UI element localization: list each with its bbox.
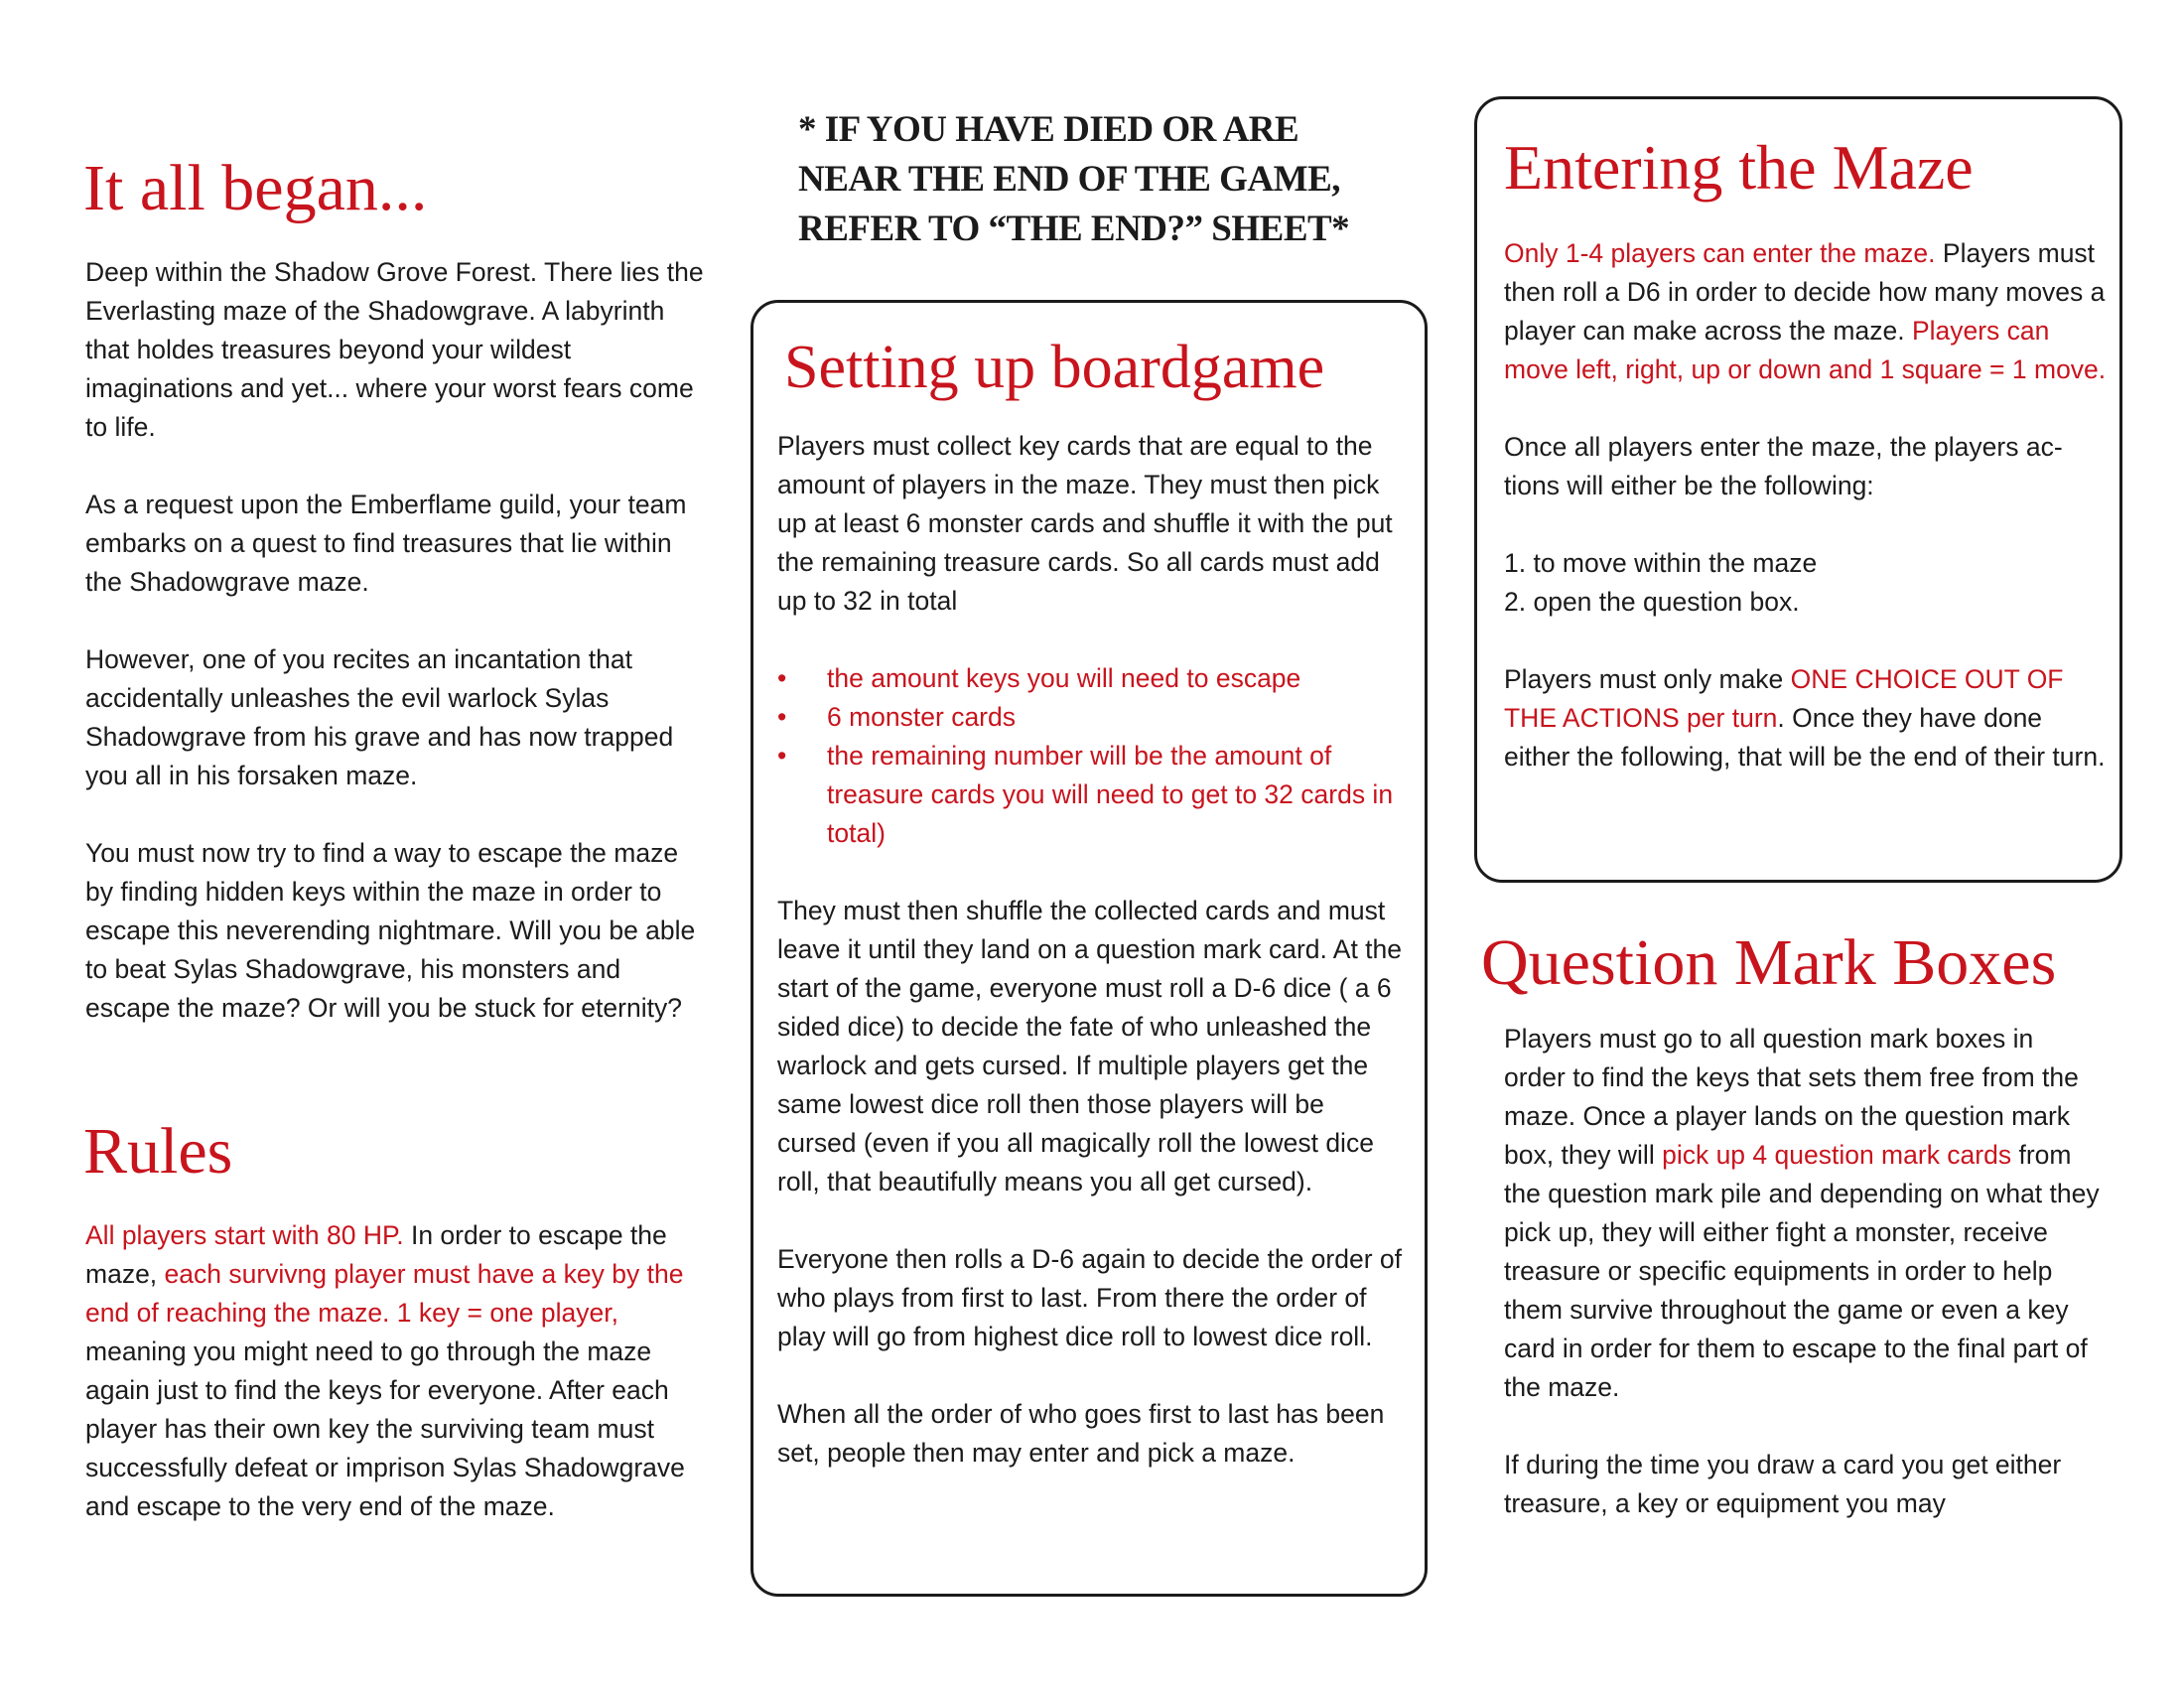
list-item: • 6 monster cards (777, 702, 1016, 732)
qmark-pickup-highlight: pick up 4 question mark cards (1662, 1140, 2012, 1170)
rules-key-highlight: each survivng player must have a key by the end of reaching the maze. 1 key = one player, (85, 1259, 684, 1328)
rules-hp-highlight: All players start with 80 HP. (85, 1220, 404, 1250)
intro-paragraph-4: You must now try to find a way to escape the maze by finding hidden keys within the maze in order to escape this neverending nightmare. Will you be able to beat Sylas Shadowgrave, his monsters and escape the maze? Or will you be stuck for eternity? (85, 838, 696, 1023)
end-sheet-notice: * IF YOU HAVE DIED OR ARE NEAR THE END OF THE GAME, REFER TO “THE END?” SHEET* (798, 109, 1350, 249)
rules-paragraph: All players start with 80 HP. In order to escape the maze, each survivng player must have a key by the end of reaching the maze. 1 key = one player, meaning you might need to go through the maze again just to find the keys for everyone. After each player has their own key the surviving team must successfully defeat or imprison Sylas Shadowgrave and escape to the very end of the maze. (85, 1220, 685, 1521)
setup-paragraph-3: Everyone then rolls a D-6 again to decide the order of who plays from first to last. From there the order of play will go from highest dice roll to lowest dice roll. (777, 1244, 1403, 1351)
maze-paragraph-2: Once all players enter the maze, the players ac-tions will either be the following: (1504, 432, 2063, 500)
maze-paragraph-3: Players must only make ONE CHOICE OUT OF THE ACTIONS per turn. Once they have done either the following, that will be the end of their turn. (1504, 664, 2106, 772)
intro-heading: It all began... (83, 152, 428, 224)
setup-paragraph-2: They must then shuffle the collected cards and must leave it until they land on a question mark card. At the start of the game, everyone must roll a D-6 dice ( a 6 sided dice) to decide the fate of who unleashed the warlock and gets cursed. If multiple players get the same lowest dice roll then those players will be cursed (even if you all magically roll the lowest dice roll, that beautifully means you all get cursed). (777, 896, 1403, 1196)
setup-text (777, 427, 1403, 1473)
setup-paragraph-4: When all the order of who goes first to last has been set, people then may enter and pick a maze. (777, 1399, 1385, 1468)
intro-paragraph-2: As a request upon the Emberflame guild, your team embarks on a quest to find treasures that lie within the Shadowgrave maze. (85, 490, 687, 597)
setup-paragraph-1: Players must collect key cards that are equal to the amount of players in the maze. They must then pick up at least 6 monster cards and shuffle it with the put the remaining treasure cards. So all cards must add up to 32 in total (777, 431, 1393, 616)
setup-heading: Setting up boardgame (784, 334, 1325, 401)
maze-turn-rule: ONE CHOICE OUT OF THE ACTIONS per turn (1504, 664, 2064, 733)
qmark-paragraph-2: If during the time you draw a card you get either treasure, a key or equipment you may (1504, 1450, 2062, 1518)
maze-action-1: 1. to move within the maze (1504, 548, 1818, 578)
rules-heading: Rules (83, 1115, 233, 1188)
list-item: • the amount keys you will need to escape (777, 663, 1301, 693)
intro-text (85, 253, 711, 1028)
maze-heading: Entering the Maze (1504, 132, 1974, 203)
list-item: • the remaining number will be the amount of treasure cards you will need to get to 32 cards in total) (777, 741, 1394, 848)
intro-paragraph-1: Deep within the Shadow Grove Forest. There lies the Everlasting maze of the Shadowgrave. A labyrinth that holdes treasures beyond your wildest imaginations and yet... where your worst fears come to life. (85, 257, 704, 442)
maze-movement-rule: Players can move left, right, up or down and 1 square = 1 move. (1504, 316, 2107, 384)
setup-card-list (777, 659, 1403, 853)
qmark-heading: Question Mark Boxes (1481, 926, 2057, 999)
qmark-paragraph-1: Players must go to all question mark boxes in order to find the keys that sets them free from the maze. Once a player lands on the question mark box, they will pick up 4 question mark cards from the question mark pile and depending on what they pick up, they will either fight a monster, receive treasure or specific equipments in order to help them survive throughout the game or even a key card in order for them to escape to the final part of the maze. (1504, 1024, 2100, 1402)
intro-paragraph-3: However, one of you recites an incantation that accidentally unleashes the evil warlock Sylas Shadowgrave from his grave and has now trapped you all in his forsaken maze. (85, 644, 674, 790)
maze-paragraph-1: Only 1-4 players can enter the maze. Players must then roll a D6 in order to decide how many moves a player can make across the maze. Players can move left, right, up or down and 1 square = 1 move. (1504, 238, 2107, 384)
maze-player-limit: Only 1-4 players can enter the maze. (1504, 238, 1936, 268)
maze-action-2: 2. open the question box. (1504, 587, 1800, 617)
rules-text (85, 1216, 711, 1526)
maze-text (1504, 234, 2115, 776)
qmark-text (1504, 1020, 2100, 1523)
